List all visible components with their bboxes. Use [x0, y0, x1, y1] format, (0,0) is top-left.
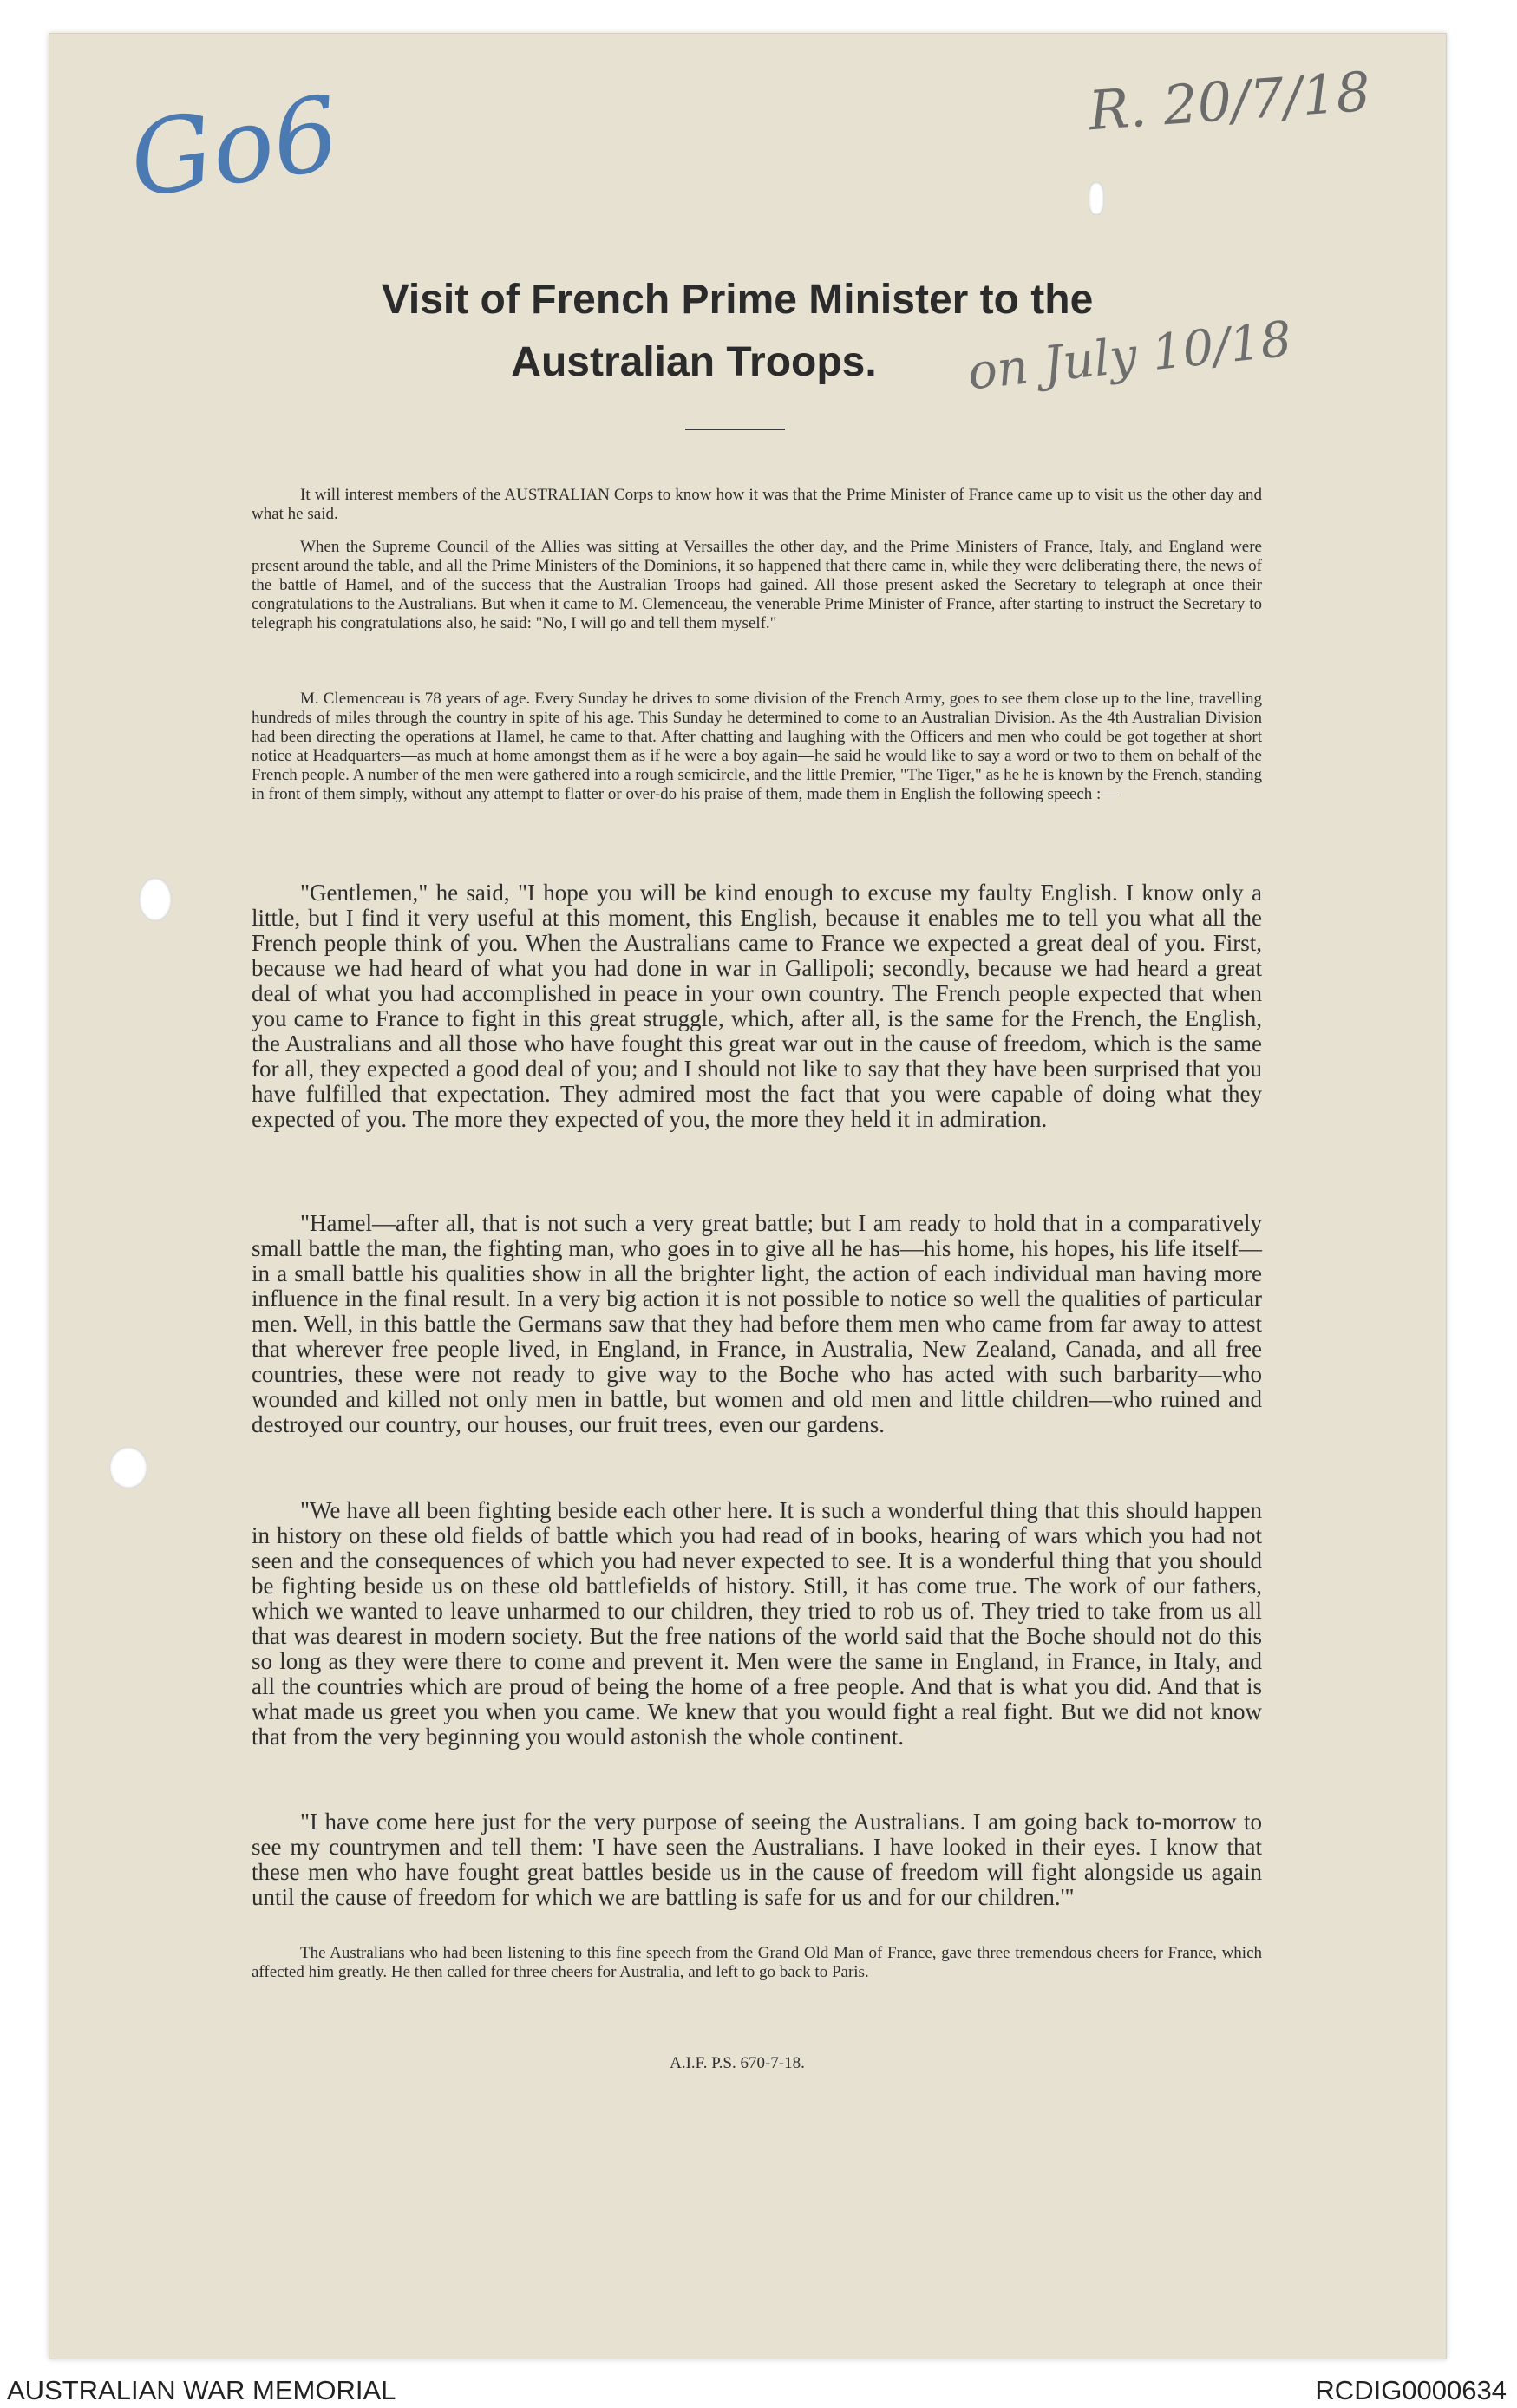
- handwritten-visit-date: on July 10/18: [964, 311, 1295, 402]
- speech-paragraph-4: "I have come here just for the very purpose of seeing the Australians. I am going back to-morrow to see my countrymen and tell them: 'I have seen the Australians. I have looked in their eyes. I know that these men who have fought great battles beside us in the cause of freedom will fight alongside us again until the cause of freedom for which we are battling is safe for us and for our children.'": [252, 1809, 1262, 1910]
- title-divider: [685, 429, 785, 430]
- document-title-line-2: Australian Troops.: [511, 339, 877, 385]
- supreme-council-paragraph: When the Supreme Council of the Allies was sitting at Versailles the other day, and the Prime Ministers of France, Italy, and England were present around the table, and all the Prime Ministers of the Dominions, it so happened that there came in, while they were deliberating there, the news of the battle of Hamel, and of the success that the Australian Troops had gained. All those present asked the Secretary to telegraph at once their congratulations to the Australians. But when it came to M. Clemenceau, the venerable Prime Minister of France, after starting to instruct the Secretary to telegraph his congratulations also, he said: "No, I will go and tell them myself.": [252, 538, 1262, 632]
- paper-tear: [1089, 182, 1104, 215]
- closing-paragraph: The Australians who had been listening to this fine speech from the Grand Old Man of France, gave three tremendous cheers for France, which affected him greatly. He then called for three cheers for Australia, and left to go back to Paris.: [252, 1944, 1262, 1981]
- handwritten-folio-number: Go6: [122, 72, 346, 221]
- speech-paragraph-1: "Gentlemen," he said, "I hope you will be kind enough to excuse my faulty English. I know only a little, but I find it very useful at this moment, this English, because it enables me to tell you what all the French people think of you. When the Australians came to France we expected a great deal of you. First, because we had heard of what you had done in war in Gallipoli; secondly, because we had heard a great deal of what you had accomplished in peace in your own country. The French people expected that when you came to France to fight in this great struggle, which, after all, is the same for the French, the English, the Australians and all those who have fought this great war out in the cause of freedom, which is the same for all, they expected a good deal of you; and I should not like to say that they have been surprised that you have fulfilled that expectation. They admired most the fact that you were capable of doing what they expected of you. The more they expected of you, the more they held it in admiration.: [252, 880, 1262, 1132]
- intro-paragraph: It will interest members of the AUSTRALIAN Corps to know how it was that the Prime Minister of France came up to visit us the other day and what he said.: [252, 486, 1262, 523]
- speech-paragraph-3: "We have all been fighting beside each other here. It is such a wonderful thing that this should happen in history on these old fields of battle which you had read of in books, hearing of wars which you had not seen and the consequences of which you had never expected to see. It is a wonderful thing that you should be fighting beside us on these old battlefields of history. Still, it has come true. The work of our fathers, which we wanted to leave unharmed to our children, they tried to rob us of. They tried to take from us all that was dearest in modern society. But the free nations of the world said that the Boche should not do this so long as they were there to come and prevent it. Men were the same in England, in France, in Italy, and all the countries which are proud of being the home of a free people. And that is what you did. And that is what made us greet you when you came. We knew that you would fight a real fight. But we did not know that from the very beginning you would astonish the whole continent.: [252, 1497, 1262, 1750]
- clemenceau-visit-paragraph: M. Clemenceau is 78 years of age. Every Sunday he drives to some division of the French Army, goes to see them close up to the line, travelling hundreds of miles through the country in spite of his age. This Sunday he determined to come to an Australian Division. As the 4th Australian Division had been directing the operations at Hamel, he came to that. After chatting and laughing with the Officers and men who could be got together at short notice at Headquarters—as much at home amongst them as if he were a boy again—he said he would like to say a word or two to them on behalf of the French people. A number of the men were gathered into a rough semicircle, and the little Premier, "The Tiger," as he he is known by the French, standing in front of them simply, without any attempt to flatter or over-do his praise of them, made them in English the following speech :—: [252, 690, 1262, 803]
- footer-institution: AUSTRALIAN WAR MEMORIAL: [7, 2375, 396, 2405]
- handwritten-received-date: R. 20/7/18: [1086, 59, 1373, 143]
- speech-paragraph-2: "Hamel—after all, that is not such a very great battle; but I am ready to hold that in a comparatively small battle the man, the fighting man, who goes in to give all he has—his home, his hopes, his life itself—in a small battle his qualities show in all the brighter light, the action of each individual man having more influence in the final result. In a very big action it is not possible to notice so well the qualities of particular men. Well, in this battle the Germans saw that they had before them men who came from far away to attest that wherever free people lived, in England, in France, in Australia, New Zealand, Canada, and all free countries, these were not ready to give way to the Boche who has acted with such barbarity—who wounded and killed not only men in battle, but women and old men and little children—who ruined and destroyed our country, our houses, our fruit trees, even our gardens.: [252, 1210, 1262, 1437]
- punch-hole-bottom: [109, 1447, 147, 1489]
- punch-hole-top: [139, 878, 172, 921]
- document-title-line-1: Visit of French Prime Minister to the: [381, 277, 1094, 323]
- print-reference: A.I.F. P.S. 670-7-18.: [670, 2054, 805, 2072]
- footer-catalogue-id: RCDIG0000634: [1315, 2375, 1507, 2405]
